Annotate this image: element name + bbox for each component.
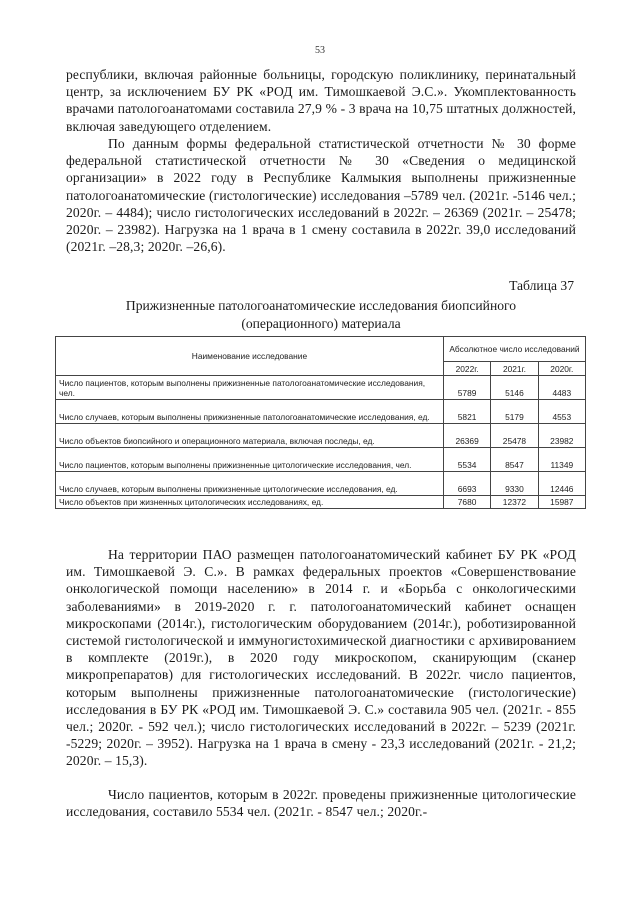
row-label: Число случаев, которым выполнены прижизненные патологоанатомические исследования, ед.	[56, 400, 444, 424]
value-2020: 15987	[538, 496, 585, 509]
value-2021: 5146	[491, 376, 538, 400]
column-header-name: Наименование исследование	[56, 337, 444, 376]
paragraph-staffing: республики, включая районные больницы, городскую поликлинику, перинатальный центр, за исключением БУ РК «РОД им. Тимошкаевой Э.С.». Укомплектованность врачами патологоанатомами составила 27,9 % - 3 врача на 10,75 штатных должностей, включая заведующего отделением.	[66, 67, 576, 134]
row-label: Число пациентов, которым выполнены прижизненные патологоанатомические исследования, чел.	[56, 376, 444, 400]
value-2022: 5821	[443, 400, 490, 424]
row-label: Число случаев, которым выполнены прижизненные цитологические исследования, ед.	[56, 472, 444, 496]
value-2022: 6693	[443, 472, 490, 496]
value-2022: 7680	[443, 496, 490, 509]
value-2021: 25478	[491, 424, 538, 448]
table-row	[56, 424, 586, 448]
value-2021: 12372	[491, 496, 538, 509]
value-2020: 11349	[538, 448, 585, 472]
column-header-2022: 2022г.	[443, 362, 490, 376]
paragraph-cytology: Число пациентов, которым в 2022г. проведены прижизненные цитологические исследования, составило 5534 чел. (2021г. - 8547 чел.; 2020г.-	[66, 787, 576, 820]
table-row	[56, 376, 586, 400]
row-label: Число пациентов, которым выполнены прижизненные цитологические исследования, чел.	[56, 448, 444, 472]
paragraph-form30-statistics: По данным формы федеральной статистической отчетности № 30 форме федеральной статистической отчетности № 30 «Сведения о медицинской организации» в 2022 году в Республике Калмыкия выполнены прижизненные патологоанатомические (гистологические) исследования –5789 чел. (2021г. -5146 чел.; 2020г. – 4484); число гистологических исследований в 2022г. – 26369 (2021г. – 25478; 2020г. – 23982). Нагрузка на 1 врача в 1 смену составила в 2022г. 39,0 исследований (2021г. –28,3; 2020г. –26,6).	[66, 136, 576, 255]
page-number: 53	[315, 45, 325, 56]
row-label: Число объектов при жизненных цитологических исследованиях, ед.	[56, 496, 444, 509]
paragraph-pao-cabinet: На территории ПАО размещен патологоанатомический кабинет БУ РК «РОД им. Тимошкаевой Э. С.». В рамках федеральных проектов «Совершенствование онкологической помощи населению» в 2014 г. и «Борьба с онкологическими заболеваниями» в 2019-2020 г. г. патологоанатомический кабинет оснащен микроскопами (2014г.), гистологическим оборудованием (2014г.), роботизированной системой гистологической и иммуногистохимической диагностики с архивированием в комплекте (2019г.), в 2020 году микроскопом, сканирующим (сканер микропрепаратов) для гистологических исследований. В 2022г. число пациентов, которым выполнены прижизненные патологоанатомические (гистологические) исследования в БУ РК «РОД им. Тимошкаевой Э. С.» составила 905 чел. (2021г. - 855 чел.; 2020г. - 592 чел.); число гистологических исследований в 2022г. – 5239 (2021г. -5229; 2020г. – 3952). Нагрузка на 1 врача в смену - 23,3 исследований (2021г. - 21,2; 2020г. – 15,3).	[66, 547, 576, 769]
value-2020: 4553	[538, 400, 585, 424]
table-title-line-2: (операционного) материала	[241, 316, 401, 331]
value-2021: 8547	[491, 448, 538, 472]
value-2021: 9330	[491, 472, 538, 496]
table-title-line-1: Прижизненные патологоанатомические исследования биопсийного	[125, 298, 517, 313]
value-2022: 26369	[443, 424, 490, 448]
biopsy-research-table	[55, 336, 586, 509]
value-2022: 5534	[443, 448, 490, 472]
value-2022: 5789	[443, 376, 490, 400]
value-2021: 5179	[491, 400, 538, 424]
table-row	[56, 472, 586, 496]
column-header-2020: 2020г.	[538, 362, 585, 376]
table-label: Таблица 37	[509, 278, 574, 293]
table-row	[56, 496, 586, 509]
row-label: Число объектов биопсийного и операционного материала, включая последы, ед.	[56, 424, 444, 448]
value-2020: 4483	[538, 376, 585, 400]
table-title	[66, 297, 576, 333]
value-2020: 23982	[538, 424, 585, 448]
column-header-absolute-count: Абсолютное число исследований	[443, 337, 585, 362]
value-2020: 12446	[538, 472, 585, 496]
column-header-2021: 2021г.	[491, 362, 538, 376]
table-row	[56, 400, 586, 424]
table-row	[56, 448, 586, 472]
